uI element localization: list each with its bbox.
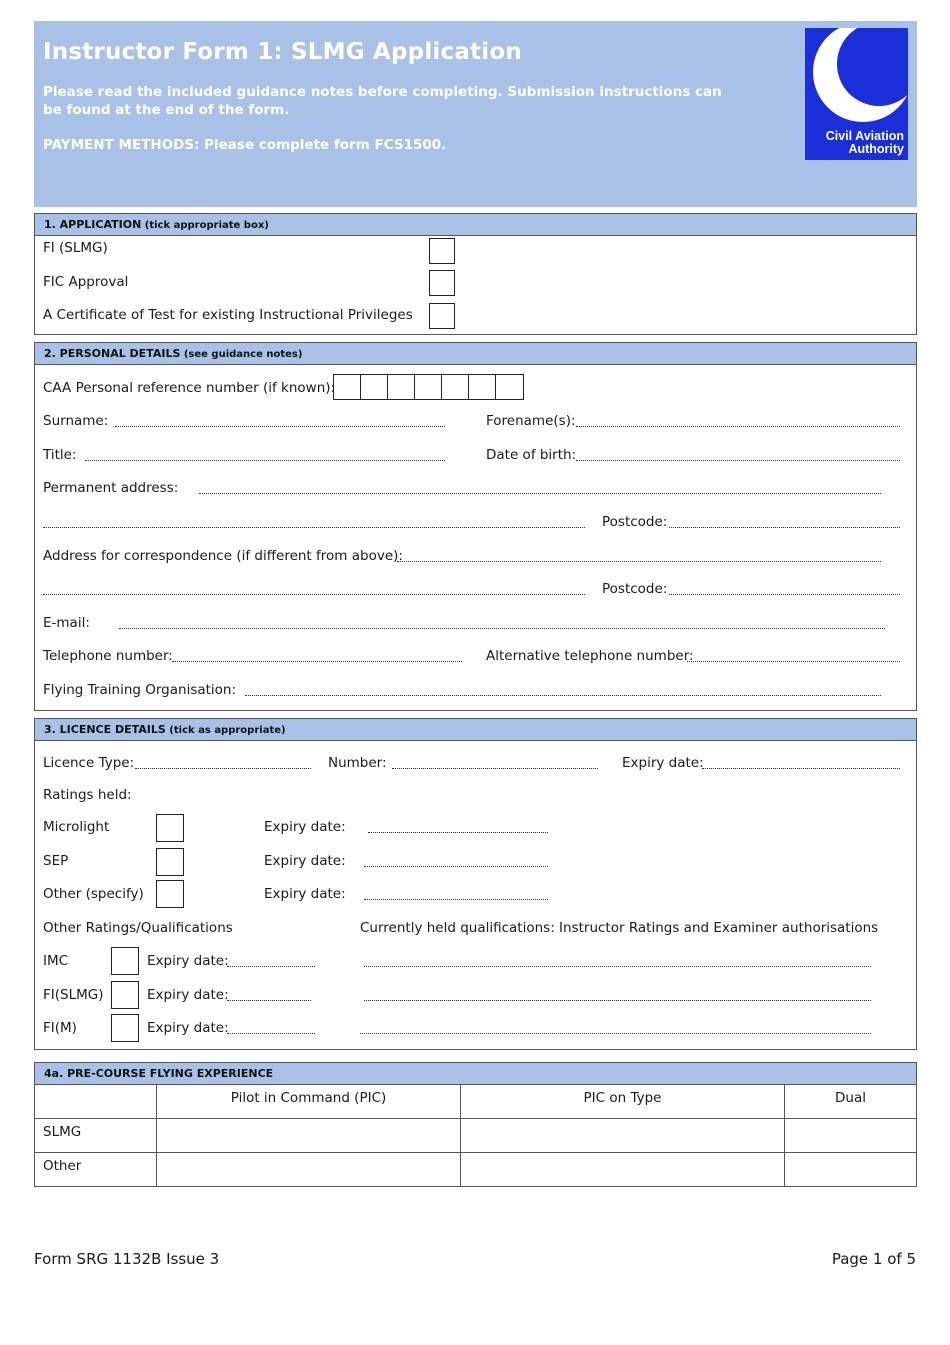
guidance-note: Please read the included guidance notes before completing. Submission instructions can be found at the end of the form. — [43, 84, 722, 118]
form-title: Instructor Form 1: SLMG Application — [43, 39, 522, 65]
section-2-subtitle: (see guidance notes) — [180, 349, 303, 360]
logo-line-1: Civil Aviation — [825, 129, 904, 143]
section-1-title: 1. APPLICATION — [44, 218, 142, 231]
forenames-field[interactable] — [576, 426, 900, 427]
section-4a-title: 4a. PRE-COURSE FLYING EXPERIENCE — [44, 1067, 274, 1080]
flying-experience-table — [34, 1084, 917, 1187]
permanent-address-label: Permanent address: — [43, 480, 179, 496]
other-pic-on-type-cell[interactable] — [461, 1153, 785, 1187]
option-label: FIC Approval — [43, 274, 129, 290]
section-personal-details — [34, 342, 917, 711]
licence-expiry-label: Expiry date: — [622, 755, 704, 771]
slmg-pic-on-type-cell[interactable] — [461, 1119, 785, 1153]
licence-type-field[interactable] — [135, 768, 311, 769]
qual-expiry-label: Expiry date: — [147, 953, 229, 969]
section-3-title: 3. LICENCE DETAILS — [44, 723, 166, 736]
logo-line-2: Authority — [848, 142, 904, 156]
option-label: A Certificate of Test for existing Instructional Privileges — [43, 307, 413, 323]
other-ratings-label: Other Ratings/Qualifications — [43, 920, 233, 936]
form-id: Form SRG 1132B Issue 3 — [34, 1250, 220, 1268]
sep-checkbox[interactable] — [156, 848, 184, 876]
section-1-header — [35, 214, 916, 236]
section-3-header — [35, 719, 916, 741]
qual-expiry-label: Expiry date: — [147, 1020, 229, 1036]
caa-logo — [805, 28, 908, 160]
dob-field[interactable] — [576, 460, 900, 461]
telephone-label: Telephone number: — [43, 648, 173, 664]
table-header-cell: PIC on Type — [461, 1085, 785, 1119]
instructor-ratings-line-3[interactable] — [360, 1033, 871, 1034]
row-label: SLMG — [35, 1119, 157, 1153]
sep-expiry-field[interactable] — [364, 866, 548, 867]
imc-expiry-field[interactable] — [227, 966, 315, 967]
licence-number-field[interactable] — [392, 768, 598, 769]
section-2-header — [35, 343, 916, 365]
qual-label: IMC — [43, 953, 69, 969]
section-3-subtitle: (tick as appropriate) — [165, 725, 286, 736]
ratings-held-label: Ratings held: — [43, 787, 132, 803]
fto-field[interactable] — [245, 695, 881, 696]
rating-label: SEP — [43, 853, 69, 869]
other-dual-cell[interactable] — [785, 1153, 917, 1187]
instructor-ratings-line-2[interactable] — [364, 1000, 871, 1001]
licence-expiry-field[interactable] — [702, 768, 900, 769]
alt-telephone-field[interactable] — [687, 661, 900, 662]
correspondence-address-line-2[interactable] — [43, 594, 585, 595]
postcode-field[interactable] — [669, 527, 900, 528]
correspondence-address-field[interactable] — [397, 561, 881, 562]
section-licence-details — [34, 718, 917, 1050]
correspondence-postcode-field[interactable] — [669, 594, 900, 595]
rating-label: Other (specify) — [43, 886, 144, 902]
fi-slmg-qual-checkbox[interactable] — [111, 981, 139, 1009]
licence-number-label: Number: — [328, 755, 387, 771]
section-1-subtitle: (tick appropriate box) — [141, 220, 269, 231]
row-label: Other — [35, 1153, 157, 1187]
fic-approval-checkbox[interactable] — [429, 270, 455, 296]
table-row — [35, 1119, 917, 1153]
certificate-of-test-checkbox[interactable] — [429, 303, 455, 329]
ref-number-label: CAA Personal reference number (if known): — [43, 380, 336, 396]
table-header-row — [35, 1085, 917, 1119]
email-field[interactable] — [119, 628, 885, 629]
table-header-cell: Pilot in Command (PIC) — [157, 1085, 461, 1119]
email-label: E-mail: — [43, 615, 90, 631]
currently-held-label: Currently held qualifications: Instructor Ratings and Examiner authorisations — [360, 920, 879, 936]
qual-label: FI(M) — [43, 1020, 77, 1036]
imc-checkbox[interactable] — [111, 947, 139, 975]
section-flying-experience — [34, 1062, 917, 1085]
option-label: FI (SLMG) — [43, 240, 108, 256]
permanent-address-line-2[interactable] — [43, 527, 585, 528]
other-rating-checkbox[interactable] — [156, 880, 184, 908]
fto-label: Flying Training Organisation: — [43, 682, 237, 698]
rating-expiry-label: Expiry date: — [264, 819, 346, 835]
fi-slmg-expiry-field[interactable] — [227, 1000, 311, 1001]
surname-field[interactable] — [115, 426, 445, 427]
microlight-checkbox[interactable] — [156, 814, 184, 842]
instructor-ratings-line-1[interactable] — [364, 966, 871, 967]
surname-label: Surname: — [43, 413, 109, 429]
rating-expiry-label: Expiry date: — [264, 886, 346, 902]
section-4a-header — [35, 1063, 916, 1085]
section-application — [34, 213, 917, 335]
fi-slmg-checkbox[interactable] — [429, 238, 455, 264]
fi-m-checkbox[interactable] — [111, 1014, 139, 1042]
form-header — [34, 21, 917, 207]
table-header-cell: Dual — [785, 1085, 917, 1119]
licence-type-label: Licence Type: — [43, 755, 135, 771]
permanent-address-field[interactable] — [199, 493, 881, 494]
rating-label: Microlight — [43, 819, 110, 835]
dob-label: Date of birth: — [486, 447, 577, 463]
forenames-label: Forename(s): — [486, 413, 576, 429]
telephone-field[interactable] — [172, 661, 462, 662]
other-pic-cell[interactable] — [157, 1153, 461, 1187]
page-number: Page 1 of 5 — [831, 1250, 916, 1268]
table-header-cell — [35, 1085, 157, 1119]
table-row — [35, 1153, 917, 1187]
correspondence-address-label: Address for correspondence (if different from above): — [43, 548, 403, 564]
fi-m-expiry-field[interactable] — [227, 1033, 315, 1034]
other-rating-expiry-field[interactable] — [364, 899, 548, 900]
rating-expiry-label: Expiry date: — [264, 853, 346, 869]
slmg-pic-cell[interactable] — [157, 1119, 461, 1153]
alt-telephone-label: Alternative telephone number: — [486, 648, 694, 664]
postcode-label: Postcode: — [602, 581, 668, 597]
payment-note: PAYMENT METHODS: Please complete form FCS1500. — [43, 137, 447, 153]
qual-expiry-label: Expiry date: — [147, 987, 229, 1003]
title-label: Title: — [43, 447, 77, 463]
microlight-expiry-field[interactable] — [368, 832, 548, 833]
postcode-label: Postcode: — [602, 514, 668, 530]
ref-number-input[interactable] — [333, 374, 524, 400]
slmg-dual-cell[interactable] — [785, 1119, 917, 1153]
section-2-title: 2. PERSONAL DETAILS — [44, 347, 181, 360]
title-field[interactable] — [85, 460, 445, 461]
qual-label: FI(SLMG) — [43, 987, 104, 1003]
